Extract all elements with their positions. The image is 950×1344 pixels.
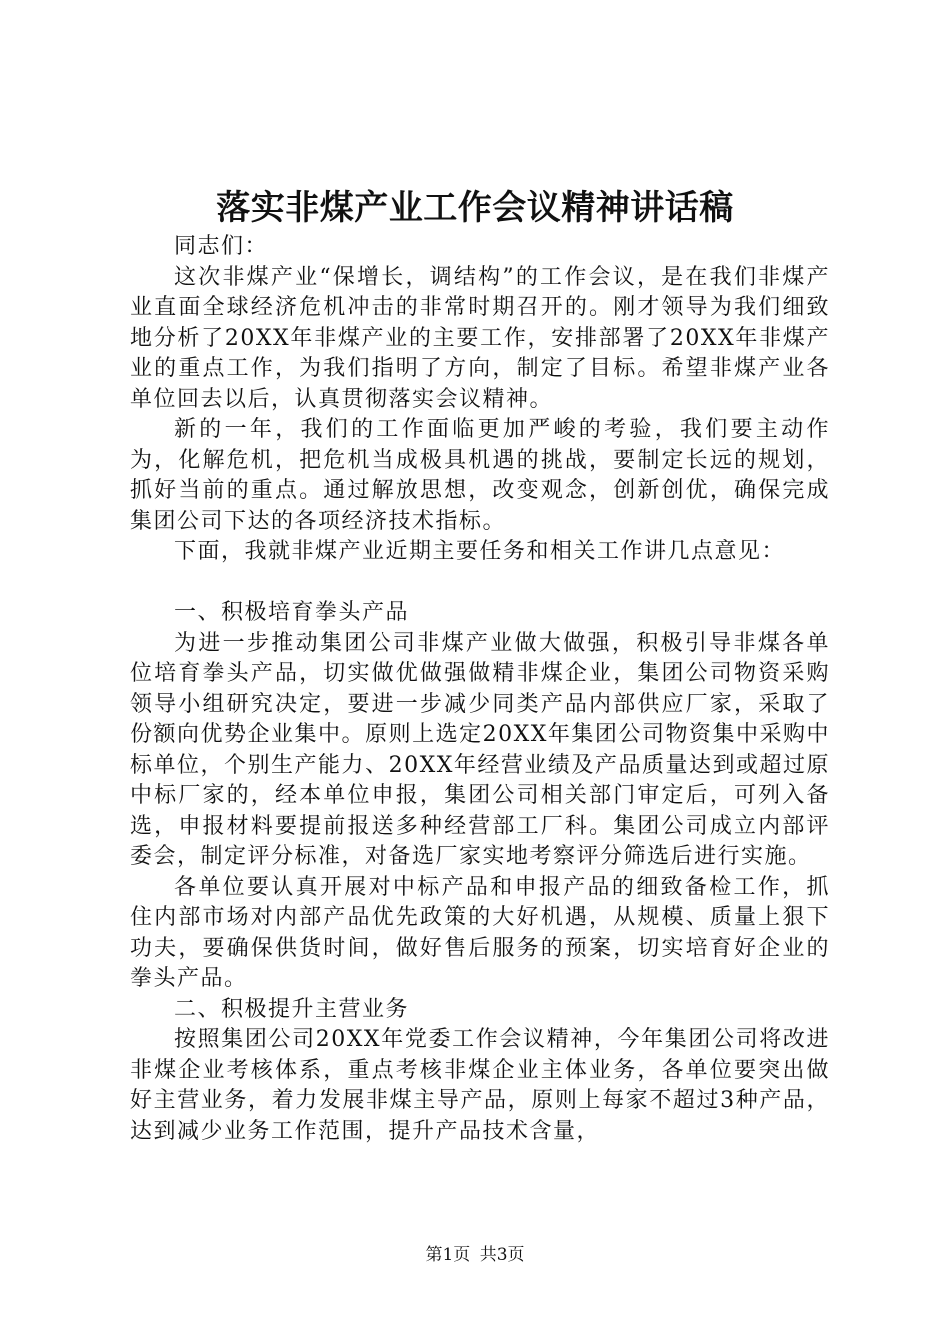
section-1-heading: 一、积极培育拳头产品 [174,600,410,625]
page-number-total: 共3页 [479,1245,525,1265]
document-body [130,232,830,1147]
page-number-current: 第1页 [425,1245,471,1265]
page-footer [0,1243,950,1267]
section-1-paragraph-2: 各单位要认真开展对中标产品和申报产品的细致备检工作，抓住内部市场对内部产品优先政策的大好机遇，从规模、质量上狠下功夫，要确保供货时间，做好售后服务的预案，切实培育好企业的拳头产品。 [130,874,830,991]
section-2-heading: 二、积极提升主营业务 [174,996,410,1022]
intro-paragraph-3: 下面，我就非煤产业近期主要任务和相关工作讲几点意见： [174,539,786,564]
section-1-paragraph-1: 为进一步推动集团公司非煤产业做大做强，积极引导非煤各单位培育拳头产品，切实做优做强做精非煤企业，集团公司物资采购领导小组研究决定，要进一步减少同类产品内部供应厂家，采取了份额向优势企业集中。原则上选定20XX年集团公司物资集中采购中标单位，个别生产能力、20XX年经营业绩及产品质量达到或超过原中标厂家的，经本单位申报，集团公司相关部门审定后，可列入备选，申报材料要提前报送多种经营部工厂科。集团公司成立内部评委会，制定评分标准，对备选厂家实地考察评分筛选后进行实施。 [130,630,830,869]
paragraph-gap [130,568,830,599]
document-title: 落实非煤产业工作会议精神讲话稿 [216,188,734,228]
intro-paragraph-1: 这次非煤产业“保增长，调结构”的工作会议，是在我们非煤产业直面全球经济危机冲击的非常时期召开的。刚才领导为我们细致地分析了20XX年非煤产业的主要工作，安排部署了20XX年非煤产业的重点工作，为我们指明了方向，制定了目标。希望非煤产业各单位回去以后，认真贯彻落实会议精神。 [130,264,830,412]
salutation: 同志们： [174,234,269,259]
intro-paragraph-2: 新的一年，我们的工作面临更加严峻的考验，我们要主动作为，化解危机，把危机当成极具机遇的挑战，要制定长远的规划，抓好当前的重点。通过解放思想，改变观念，创新创优，确保完成集团公司下达的各项经济技术指标。 [130,417,830,534]
section-2-paragraph-1: 按照集团公司20XX年党委工作会议精神，今年集团公司将改进非煤企业考核体系，重点考核非煤企业主体业务，各单位要突出做好主营业务，着力发展非煤主导产品，原则上每家不超过3种产品，达到减少业务工作范围，提升产品技术含量， [130,1027,830,1144]
